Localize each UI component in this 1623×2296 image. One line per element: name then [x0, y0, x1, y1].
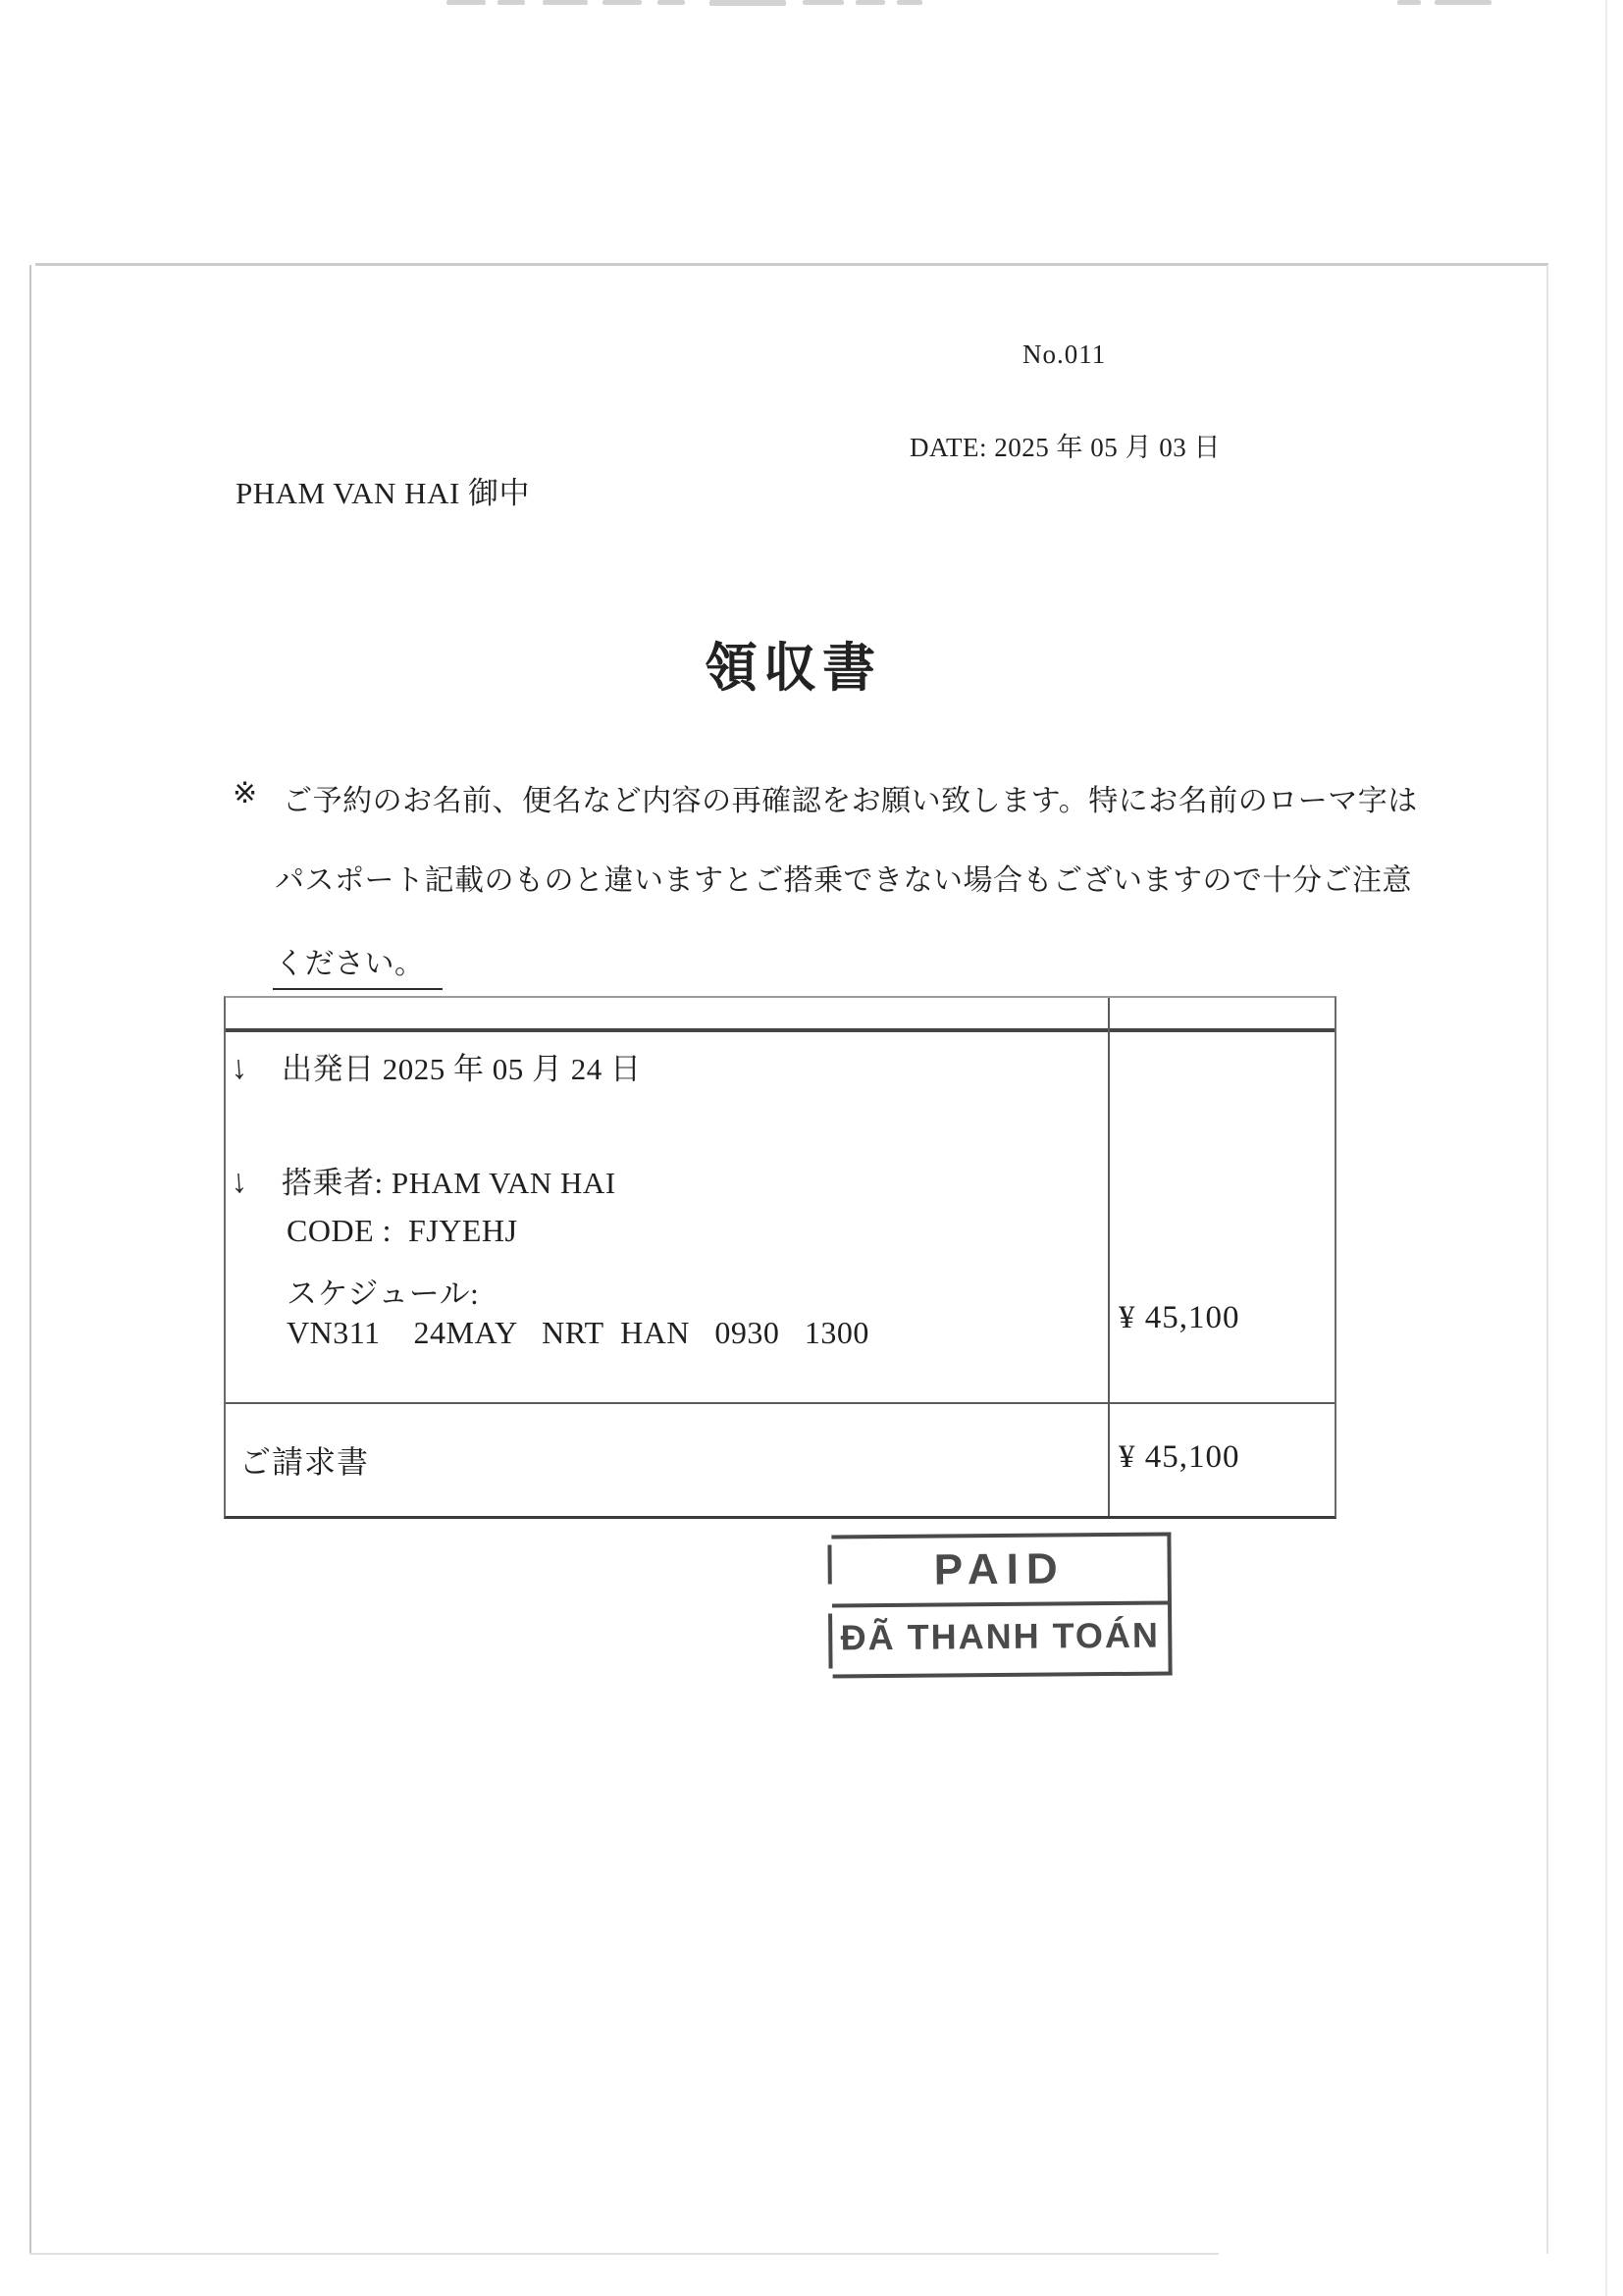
scan-edge-right: [1605, 0, 1607, 2296]
paper-edge-right: [1546, 265, 1548, 2254]
scan-artifact: [856, 0, 885, 5]
scan-artifact: [897, 0, 922, 5]
scan-artifact: [803, 0, 844, 5]
scan-artifact: [446, 0, 486, 5]
addressee: PHAM VAN HAI 御中: [236, 476, 531, 510]
scan-artifact: [497, 0, 525, 5]
total-amount: ¥ 45,100: [1119, 1439, 1240, 1475]
scan-artifact: [709, 0, 786, 6]
down-arrow-bullet-icon: ↓: [229, 1049, 249, 1087]
notice-line-2: パスポート記載のものと違いますとご搭乗できない場合もございますので十分ご注意: [275, 864, 1412, 897]
paper-edge-bottom: [29, 2253, 1219, 2255]
table-header-row: [226, 998, 1335, 1032]
notice-line-1: [233, 776, 1418, 819]
paid-stamp: [831, 1532, 1172, 1678]
passenger-line: 搭乗者: PHAM VAN HAI: [282, 1166, 616, 1200]
table-column-divider: [1108, 998, 1110, 1516]
notice-text-1: ご予約のお名前、便名など内容の再確認をお願い致します。特にお名前のローマ字は: [283, 785, 1418, 817]
receipt-number: No.011: [1022, 339, 1107, 369]
flight-segment-line: VN311 24MAY NRT HAN 0930 1300: [287, 1315, 869, 1350]
flight-details-cell: [226, 1036, 1108, 1402]
total-label: ご請求書: [239, 1444, 370, 1480]
scan-artifact: [543, 0, 588, 5]
scan-artifact: [602, 0, 642, 5]
reference-mark: ※: [233, 777, 258, 809]
departure-date-line: 出発日 2025 年 05 月 24 日: [282, 1052, 642, 1086]
paper-edge-left: [29, 265, 31, 2255]
billing-table: [224, 996, 1336, 1519]
flight-amount: ¥ 45,100: [1119, 1300, 1240, 1335]
scan-artifact: [657, 0, 685, 5]
document-title: 領収書: [705, 639, 881, 698]
stamp-divider: [832, 1601, 1168, 1608]
schedule-label: スケジュール:: [287, 1277, 480, 1311]
scan-artifact: [1397, 0, 1421, 5]
stamp-paid-text: PAID: [933, 1544, 1066, 1594]
paper-edge-top: [35, 263, 1548, 266]
notice-line-3: ください。: [273, 939, 443, 990]
date-line: DATE: 2025 年 05 月 03 日: [910, 433, 1221, 462]
booking-code-line: CODE : FJYEHJ: [287, 1213, 518, 1248]
down-arrow-bullet-icon: ↓: [229, 1163, 249, 1201]
total-row-cell: [226, 1404, 1108, 1516]
scan-artifact: [1435, 0, 1492, 5]
stamp-da-thanh-toan-text: ĐÃ THANH TOÁN: [840, 1614, 1161, 1658]
